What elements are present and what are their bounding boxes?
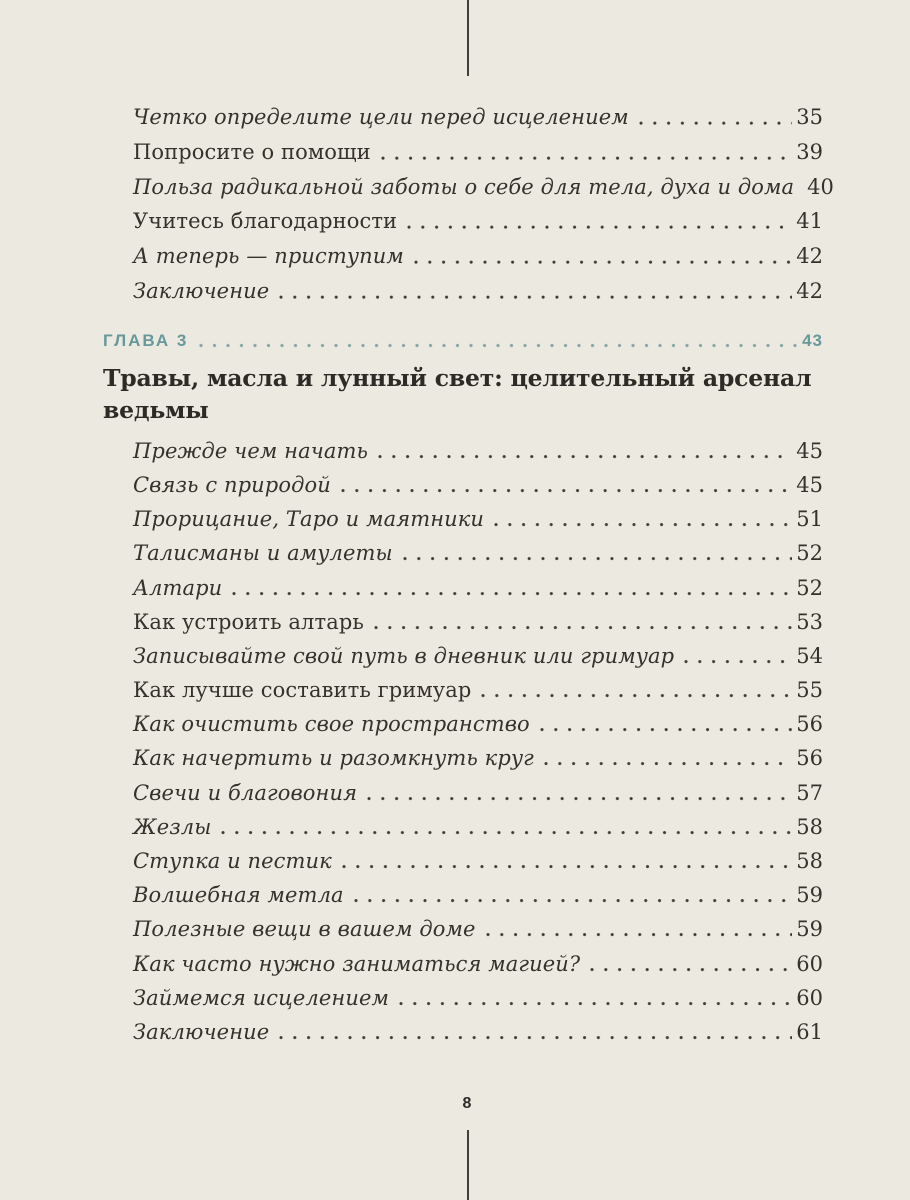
toc-entry xyxy=(133,776,823,810)
toc-entry-label: Полезные вещи в вашем доме xyxy=(133,917,476,942)
toc-entry xyxy=(133,100,823,135)
toc-entry xyxy=(133,707,823,741)
toc-entry-page: 45 xyxy=(796,438,823,463)
toc-entry xyxy=(133,274,823,309)
table-of-contents xyxy=(103,0,834,1049)
toc-entry xyxy=(133,204,823,239)
toc-entry xyxy=(133,947,823,981)
toc-entry-label: Польза радикальной заботы о себе для тела, духа и дома xyxy=(133,174,795,199)
toc-entry xyxy=(133,468,823,502)
toc-entry-label: Талисманы и амулеты xyxy=(133,541,393,566)
toc-entry xyxy=(133,239,823,274)
dot-leader xyxy=(380,135,792,170)
toc-entry xyxy=(133,673,823,707)
dot-leader-teal xyxy=(198,326,801,356)
dot-leader xyxy=(413,239,792,274)
chapter-page-number: 43 xyxy=(802,330,823,350)
toc-entry-page: 56 xyxy=(796,712,823,737)
toc-entry-label: Как лучше составить гримуар xyxy=(133,678,472,703)
chapter-heading-row xyxy=(103,326,823,356)
toc-entry-page: 58 xyxy=(796,814,823,839)
toc-entry-label: Прорицание, Таро и маятники xyxy=(133,507,485,532)
chapter-title: Травы, масла и лунный свет: целительный арсенал ведьмы xyxy=(103,363,812,424)
toc-entry xyxy=(133,844,823,878)
dot-leader xyxy=(589,947,792,981)
toc-entry-label: Прежде чем начать xyxy=(133,438,369,463)
toc-entry-label: Как устроить алтарь xyxy=(133,609,364,634)
dot-leader xyxy=(377,434,792,468)
toc-entry-page: 39 xyxy=(796,139,823,164)
toc-entry xyxy=(133,981,823,1015)
toc-entry-label: Алтари xyxy=(133,575,223,600)
toc-entry-label: Волшебная метла xyxy=(133,883,344,908)
dot-leader xyxy=(638,100,793,135)
toc-entry-page: 52 xyxy=(796,541,823,566)
toc-entry-page: 57 xyxy=(796,780,823,805)
toc-entry-page: 59 xyxy=(796,917,823,942)
dot-leader xyxy=(366,776,792,810)
toc-entry-label: Ступка и пестик xyxy=(133,849,332,874)
toc-entry-page: 40 xyxy=(807,174,834,199)
chapter-label: ГЛАВА 3 xyxy=(103,330,189,350)
toc-entry-label: Записывайте свой путь в дневник или гримуар xyxy=(133,643,675,668)
toc-entry-page: 58 xyxy=(796,849,823,874)
toc-entry-label: А теперь — приступим xyxy=(133,244,404,269)
toc-entry-page: 60 xyxy=(796,985,823,1010)
dot-leader xyxy=(480,673,792,707)
toc-entry-label: Четко определите цели перед исцелением xyxy=(133,105,629,129)
toc-block-chapter2-tail xyxy=(133,100,834,309)
toc-entry-page: 60 xyxy=(796,951,823,976)
toc-entry-label: Как начертить и разомкнуть круг xyxy=(133,746,534,771)
toc-entry-page: 52 xyxy=(796,575,823,600)
toc-entry-page: 41 xyxy=(796,209,823,234)
toc-entry-page: 53 xyxy=(796,609,823,634)
dot-leader xyxy=(353,878,793,912)
dot-leader xyxy=(278,274,792,309)
toc-entry-label: Заключение xyxy=(133,278,270,303)
dot-leader xyxy=(220,810,792,844)
toc-entry-label: Как часто нужно заниматься магией? xyxy=(133,951,581,976)
dot-leader xyxy=(493,502,792,536)
dot-leader xyxy=(341,844,792,878)
toc-entry xyxy=(133,741,823,775)
dot-leader xyxy=(278,1015,792,1049)
toc-entry xyxy=(133,170,834,205)
dot-leader xyxy=(683,639,792,673)
bottom-divider-line xyxy=(467,1130,469,1200)
toc-entry xyxy=(133,502,823,536)
toc-entry-label: Жезлы xyxy=(133,814,212,839)
dot-leader xyxy=(406,204,792,239)
toc-entry xyxy=(133,878,823,912)
toc-entry xyxy=(133,571,823,605)
toc-entry-page: 45 xyxy=(796,472,823,497)
dot-leader xyxy=(402,536,793,570)
dot-leader xyxy=(485,912,793,946)
toc-entry xyxy=(133,1015,823,1049)
toc-entry xyxy=(133,434,823,468)
toc-entry-label: Свечи и благовония xyxy=(133,780,358,805)
toc-entry-page: 54 xyxy=(796,643,823,668)
toc-entry-label: Учитесь благодарности xyxy=(133,209,398,234)
dot-leader xyxy=(373,605,792,639)
toc-entry-page: 51 xyxy=(796,507,823,532)
toc-entry-page: 56 xyxy=(796,746,823,771)
toc-entry-page: 35 xyxy=(796,105,823,129)
dot-leader xyxy=(539,707,792,741)
toc-entry-label: Заключение xyxy=(133,1019,270,1044)
toc-entry-label: Связь с природой xyxy=(133,472,331,497)
toc-entry xyxy=(133,605,823,639)
toc-entry xyxy=(133,639,823,673)
toc-block-chapter3 xyxy=(133,434,823,1049)
dot-leader xyxy=(231,571,792,605)
toc-entry-page: 61 xyxy=(796,1019,823,1044)
toc-entry-page: 55 xyxy=(796,678,823,703)
toc-entry-page: 42 xyxy=(796,244,823,269)
toc-entry-page: 42 xyxy=(796,278,823,303)
dot-leader xyxy=(398,981,792,1015)
page-number: 8 xyxy=(462,1095,472,1112)
toc-entry xyxy=(133,135,823,170)
dot-leader xyxy=(543,741,792,775)
toc-entry xyxy=(133,810,823,844)
toc-entry-label: Как очистить свое пространство xyxy=(133,712,530,737)
toc-entry-page: 59 xyxy=(796,883,823,908)
toc-entry-label: Займемся исцелением xyxy=(133,985,389,1010)
toc-entry xyxy=(133,536,823,570)
dot-leader xyxy=(340,468,792,502)
toc-entry xyxy=(133,912,823,946)
toc-entry-label: Попросите о помощи xyxy=(133,139,371,164)
